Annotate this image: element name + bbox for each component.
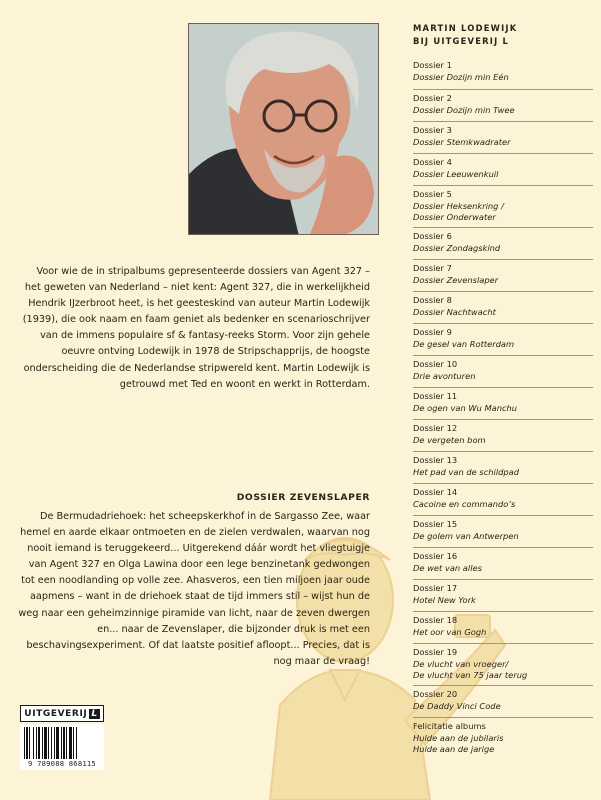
- album-number: Dossier 19: [413, 647, 458, 657]
- album-number: Dossier 10: [413, 359, 458, 369]
- list-item: [413, 685, 593, 717]
- publisher-logo-text: UITGEVERIJ: [24, 708, 88, 719]
- list-item: [413, 579, 593, 611]
- list-item: [413, 717, 593, 759]
- barcode-bar: [69, 727, 72, 759]
- album-title: De vergeten bom: [413, 434, 486, 445]
- album-title-second: Hulde aan de jarige: [413, 744, 495, 754]
- barcode-bar: [63, 727, 65, 759]
- barcode-bar: [51, 727, 52, 759]
- album-number: Dossier 5: [413, 189, 452, 199]
- series-heading-line2: BIJ UITGEVERIJ L: [413, 36, 510, 46]
- album-title: Dossier Heksenkring /: [413, 200, 504, 211]
- album-number: Dossier 13: [413, 455, 458, 465]
- barcode-bar: [24, 727, 25, 759]
- barcode-bar: [33, 727, 34, 759]
- album-title: De vlucht van vroeger/: [413, 658, 509, 669]
- barcode-bar: [66, 727, 67, 759]
- barcode-bar: [76, 727, 77, 759]
- list-item: [413, 387, 593, 419]
- list-item: [413, 89, 593, 121]
- author-photo: [188, 23, 379, 235]
- album-title: Dossier Dozijn min Twee: [413, 104, 515, 115]
- album-number: Dossier 12: [413, 423, 458, 433]
- album-title: Het oor van Gogh: [413, 626, 487, 637]
- barcode-bar: [38, 727, 40, 759]
- list-item: [413, 451, 593, 483]
- album-number: Dossier 6: [413, 231, 452, 241]
- album-number: Dossier 20: [413, 689, 458, 699]
- album-title: Dossier Zevenslaper: [413, 274, 499, 285]
- list-item: [413, 419, 593, 451]
- album-number: Dossier 2: [413, 93, 452, 103]
- album-list: [413, 57, 593, 759]
- list-item: [413, 121, 593, 153]
- series-heading: [413, 22, 593, 48]
- album-title: De golem van Antwerpen: [413, 530, 519, 541]
- barcode-bars-icon: [24, 727, 100, 759]
- album-number: Dossier 8: [413, 295, 452, 305]
- barcode-bar: [73, 727, 74, 759]
- list-item: [413, 355, 593, 387]
- album-title: Dossier Dozijn min Eén: [413, 71, 509, 82]
- barcode-bar: [42, 727, 43, 759]
- album-title: Drie avonturen: [413, 370, 476, 381]
- album-number: Dossier 14: [413, 487, 458, 497]
- album-title: De Daddy Vinci Code: [413, 700, 501, 711]
- album-title: De gesel van Rotterdam: [413, 338, 515, 349]
- series-heading-line1: MARTIN LODEWIJK: [413, 23, 518, 33]
- album-title: De wet van alles: [413, 562, 482, 573]
- barcode: [20, 724, 104, 770]
- album-title-second: Dossier Onderwater: [413, 212, 496, 222]
- barcode-bar: [44, 727, 47, 759]
- isbn-number: 9 789088 868115: [28, 759, 96, 768]
- intro-paragraph: Voor wie de in stripalbums gepresenteerde dossiers van Agent 327 – het geweten van Nederland – niet kent: Agent 327, die in werkelijkheid Hendrik IJzerbroot heet, is het geesteskind van auteur Martin Lodewijk (1939), die ook naam en faam geniet als bedenker en scenarioschrijver van de immens populaire sf & fantasy-reeks Storm. Voor zijn gehele oeuvre ontving Lodewijk in 1978 de Stripschapprijs, de hoogste onderscheiding die de Nederlandse stripwereld kent. Martin Lodewijk is getrouwd met Ted en woont en werkt in Rotterdam.: [22, 266, 370, 390]
- album-number: Dossier 7: [413, 263, 452, 273]
- album-number: Dossier 4: [413, 157, 452, 167]
- barcode-bar: [36, 727, 37, 759]
- list-item: [413, 323, 593, 355]
- album-number: Dossier 17: [413, 583, 458, 593]
- album-title: Hotel New York: [413, 594, 476, 605]
- list-item: [413, 185, 593, 227]
- barcode-bar: [48, 727, 49, 759]
- album-title: Dossier Stemkwadrater: [413, 136, 511, 147]
- publisher-logo-mark: L: [91, 708, 98, 719]
- album-number: Dossier 16: [413, 551, 458, 561]
- list-item: [413, 611, 593, 643]
- story-title: DOSSIER ZEVENSLAPER: [236, 492, 370, 503]
- list-item: [413, 515, 593, 547]
- album-title: Het pad van de schildpad: [413, 466, 520, 477]
- publisher-logo: [20, 705, 104, 722]
- album-title: Cacoine en commando’s: [413, 498, 516, 509]
- author-portrait-illustration: [189, 24, 379, 235]
- album-number: Dossier 15: [413, 519, 458, 529]
- barcode-bar: [26, 727, 28, 759]
- album-number: Dossier 18: [413, 615, 458, 625]
- story-paragraph: De Bermudadriehoek: het scheepskerkhof in de Sargasso Zee, waar hemel en aarde elkaar ontmoeten en de zielen verdwalen, waarvan nog nooit iemand is teruggekeerd... Uitgerekend dáár wordt het vliegtuigje van Agent 327 en Olga Lawina door een lege benzinetank gedwongen tot een noodlanding op volle zee. Ahasveros, een tien miljoen jaar oude aapmens – want in de driehoek staat de tijd immers stil – wijst hun de weg naar een geheimzinnige piramide van licht, naar de zeven dwergen en... naar de Zevenslaper, die bijzonder druk is met een beschavingsexperiment. Of dat laatste positief afloopt... Precies, dat is nog maar de vraag!: [18, 511, 370, 667]
- album-number: Dossier 3: [413, 125, 452, 135]
- album-title-second: De vlucht van 75 jaar terug: [413, 670, 528, 680]
- barcode-bar: [29, 727, 30, 759]
- album-title: Hulde aan de jubilaris: [413, 732, 504, 743]
- album-number: Felicitatie albums: [413, 721, 486, 731]
- barcode-bar: [61, 727, 62, 759]
- list-item: [413, 291, 593, 323]
- barcode-bar: [54, 727, 55, 759]
- album-number: Dossier 9: [413, 327, 452, 337]
- list-item: [413, 57, 593, 89]
- album-number: Dossier 11: [413, 391, 458, 401]
- album-title: Dossier Zondagskind: [413, 242, 501, 253]
- album-title: De ogen van Wu Manchu: [413, 402, 518, 413]
- list-item: [413, 483, 593, 515]
- album-title: Dossier Leeuwenkuil: [413, 168, 499, 179]
- album-title: Dossier Nachtwacht: [413, 306, 496, 317]
- album-number: Dossier 1: [413, 60, 452, 70]
- list-item: [413, 643, 593, 685]
- list-item: [413, 227, 593, 259]
- list-item: [413, 547, 593, 579]
- list-item: [413, 259, 593, 291]
- list-item: [413, 153, 593, 185]
- barcode-bar: [56, 727, 59, 759]
